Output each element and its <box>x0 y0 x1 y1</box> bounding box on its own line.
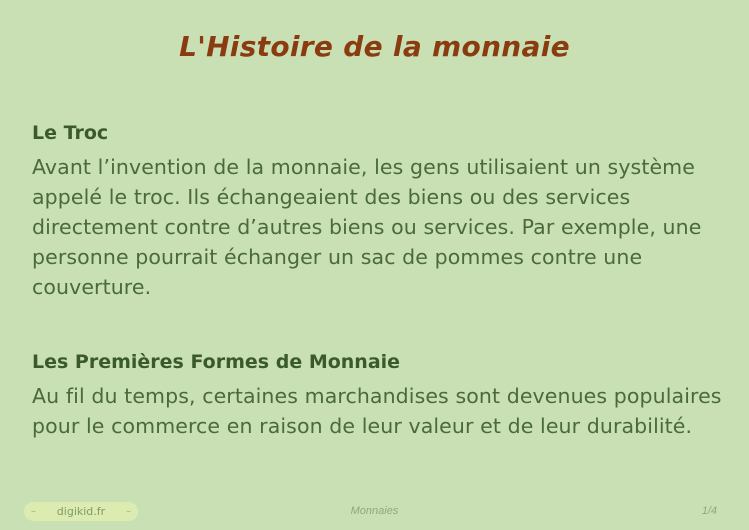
section-body: Avant l’invention de la monnaie, les gens utilisaient un système appelé le troc. Ils échangeaient des biens ou des services directement contre d’autres biens ou services. Par exemple, une personne pourrait échanger un sac de pommes contre une couverture. <box>32 155 702 299</box>
section-le-troc <box>32 122 722 302</box>
section-premieres-formes <box>32 351 722 441</box>
badge-dash-right: – <box>125 506 131 517</box>
badge-dash-left: – <box>31 506 36 517</box>
page-title: L'Histoire de la monnaie <box>179 30 570 63</box>
brand-label: digikid.fr <box>56 505 106 518</box>
page-number: 1/4 <box>701 505 717 517</box>
section-heading: Le Troc <box>32 122 109 144</box>
section-heading: Les Premières Formes de Monnaie <box>32 351 401 373</box>
section-body: Au fil du temps, certaines marchandises sont devenues populaires pour le commerce en raison de leur valeur et de leur durabilité. <box>32 384 722 438</box>
footer-topic: Monnaies <box>350 505 399 517</box>
